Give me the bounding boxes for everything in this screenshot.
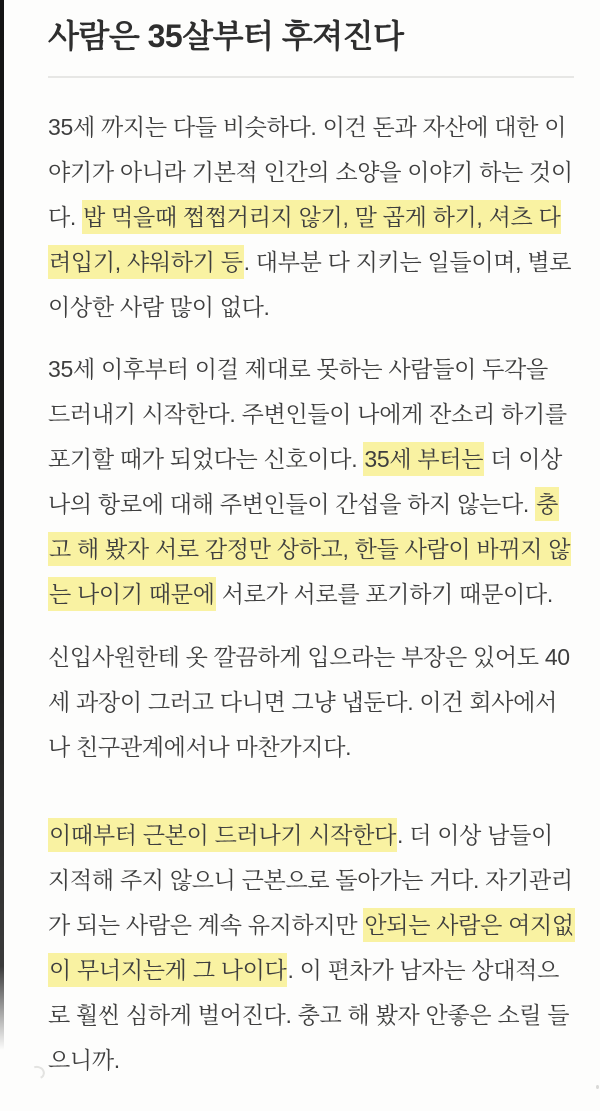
highlighted-text: 려입기, 샤워하기 등 [48,245,244,279]
text-segment: . 대부분 다 지키는 일들이며, 별로 [243,249,572,275]
text-line [48,285,574,330]
text-line [48,150,574,195]
text-segment: 35세 까지는 다들 비슷하다. 이건 돈과 자산에 대한 이 [48,114,567,140]
text-line [48,482,574,527]
text-line [48,240,574,285]
text-segment: 다. [48,204,83,230]
text-line [48,195,574,240]
text-line [48,1038,574,1083]
text-line [48,858,574,903]
text-line [48,347,574,392]
text-segment: 포기할 때가 되었다는 신호이다. [48,446,364,472]
text-line [48,993,574,1038]
highlighted-text: 35세 부터는 [363,442,484,476]
text-segment: 가 되는 사람은 계속 유지하지만 [48,912,364,938]
paragraph [48,347,574,617]
text-segment: 신입사원한테 옷 깔끔하게 입으라는 부장은 있어도 40 [48,644,570,670]
highlighted-text: 이 무너지는게 그 나이다 [48,953,287,987]
text-segment: . 더 이상 남들이 [397,822,553,848]
text-segment: 야기가 아니라 기본적 인간의 소양을 이야기 하는 것이 [48,159,573,185]
text-line [48,680,574,725]
text-segment: 이상한 사람 많이 없다. [48,294,270,320]
text-line [48,948,574,993]
highlighted-text: 이때부터 근본이 드러나기 시작한다 [48,818,397,852]
paragraph [48,813,574,1083]
highlighted-text: 밥 먹을때 쩝쩝거리지 않기, 말 곱게 하기, 셔츠 다 [82,200,561,234]
text-line [48,572,574,617]
text-segment: 서로가 서로를 포기하기 때문이다. [215,581,553,607]
text-segment: 세 과장이 그러고 다니면 그냥 냅둔다. 이건 회사에서 [48,689,557,715]
text-segment: 나의 항로에 대해 주변인들이 간섭을 하지 않는다. [48,491,536,517]
highlighted-text: 충 [535,487,559,521]
text-line [48,903,574,948]
post-title: 사람은 35살부터 후져진다 [48,18,404,54]
paragraph [48,105,574,330]
text-line [48,725,574,770]
text-line [48,392,574,437]
text-segment: 으니까. [48,1047,120,1073]
text-line [48,813,574,858]
text-line [48,635,574,680]
text-line [48,437,574,482]
highlighted-text: 는 나이기 때문에 [48,577,216,611]
text-line [48,527,574,572]
text-segment: . 이 편차가 남자는 상대적으 [287,957,560,983]
text-segment: 로 훨씬 심하게 벌어진다. 충고 해 봤자 안좋은 소릴 들 [48,1002,570,1028]
title-divider [48,76,574,78]
text-segment: 드러내기 시작한다. 주변인들이 나에게 잔소리 하기를 [48,401,567,427]
speck-mark [596,1085,599,1089]
highlighted-text: 안되는 사람은 여지없 [363,908,574,942]
text-segment: 나 친구관계에서나 마찬가지다. [48,734,352,760]
text-segment: 35세 이후부터 이걸 제대로 못하는 사람들이 두각을 [48,356,548,382]
text-segment: 더 이상 [484,446,563,472]
paragraph [48,635,574,770]
text-segment: 지적해 주지 않으니 근본으로 돌아가는 거다. 자기관리 [48,867,573,893]
article-body [48,105,574,1083]
highlighted-text: 고 해 봤자 서로 감정만 상하고, 한들 사람이 바뀌지 않 [48,532,571,566]
left-edge-line [0,0,4,1050]
text-line [48,105,574,150]
